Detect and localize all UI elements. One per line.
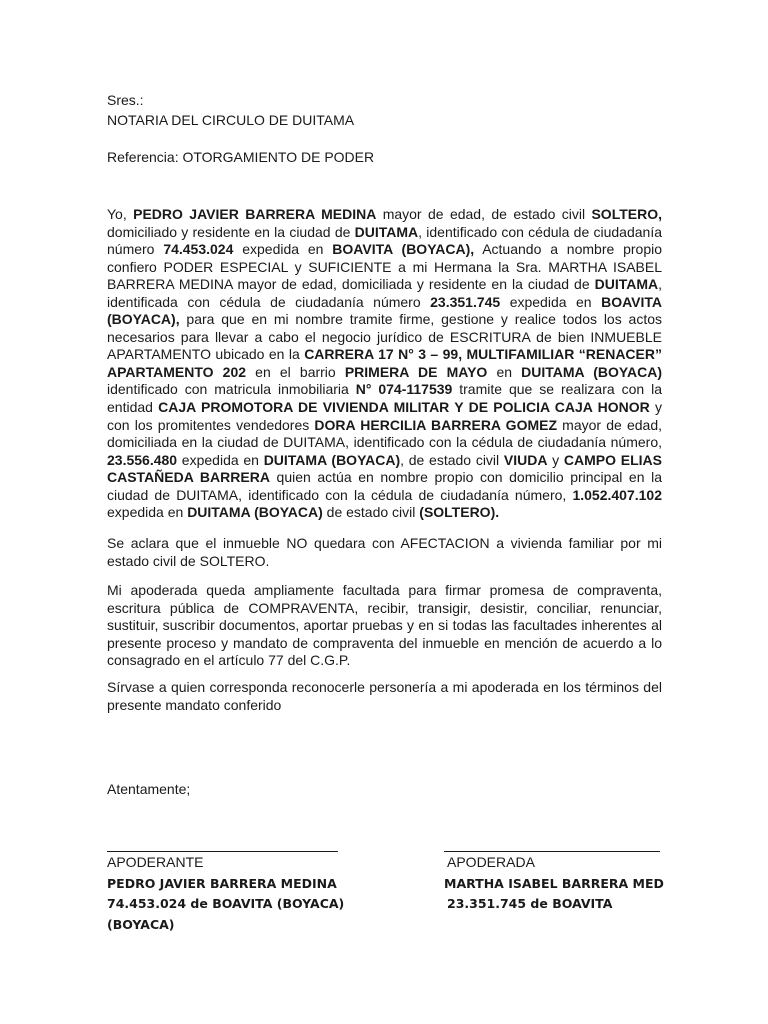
signature-name-right: MARTHA ISABEL BARRERA MED bbox=[444, 876, 664, 891]
body-paragraph-1 bbox=[107, 206, 662, 522]
body-paragraph-2-text: Se aclara que el inmueble NO quedara con AFECTACION a vivienda familiar por mi estado civil de SOLTERO. bbox=[107, 535, 662, 569]
bold-text-run: DUITAMA (BOYACA) bbox=[187, 504, 323, 521]
bold-text-run: CARRERA 17 N° 3 – 99, MULTIFAMILIAR “RENACER” APARTAMENTO 202 bbox=[107, 346, 662, 380]
bold-text-run: DUITAMA (BOYACA) bbox=[521, 363, 662, 380]
text-run: quien actúa en nombre propio con domicilio principal en la ciudad de DUITAMA, identificado con la cédula de ciudadanía número, bbox=[107, 469, 662, 503]
text-run: tramite que se realizara con la entidad bbox=[107, 381, 662, 416]
signature-extra-left: (BOYACA) bbox=[107, 917, 175, 932]
signature-line-left bbox=[107, 851, 338, 852]
greeting: Sres.: bbox=[107, 92, 144, 108]
body-paragraph-1-text bbox=[107, 206, 662, 522]
bold-text-run: CAMPO ELIAS CASTAÑEDA BARRERA bbox=[107, 451, 662, 486]
text-run: expedida en bbox=[233, 241, 333, 258]
text-run: expedida en bbox=[107, 504, 188, 521]
text-run: mayor de edad, domiciliada en la ciudad de DUITAMA, identificado con la cédula de ciudadanía número, bbox=[107, 416, 662, 451]
signature-line-right bbox=[444, 851, 660, 852]
body-paragraph-4-text: Sírvase a quien corresponda reconocerle personería a mi apoderada en los términos del presente mandato conferido bbox=[107, 679, 662, 713]
bold-text-run: BOAVITA (BOYACA), bbox=[332, 241, 475, 258]
bold-text-run: CAJA PROMOTORA DE VIVIENDA MILITAR Y DE POLICIA CAJA HONOR bbox=[158, 399, 650, 416]
reference-line: Referencia: OTORGAMIENTO DE PODER bbox=[107, 149, 375, 165]
bold-text-run: 1.052.407.102 bbox=[572, 486, 662, 503]
text-run: Actuando a nombre propio confiero PODER ESPECIAL y SUFICIENTE a mi Hermana la Sra. MARTHA ISABEL BARRERA MEDINA mayor de edad, domiciliada y residente en la ciudad de bbox=[107, 241, 663, 293]
text-run: para que en mi nombre tramite firme, gestione y realice todos los actos necesarios para llevar a cabo el negocio jurídico de ESCRITURA de bien INMUEBLE APARTAMENTO ubicado en la bbox=[107, 311, 662, 363]
bold-text-run: VIUDA bbox=[503, 451, 548, 468]
text-run: domiciliado y residente en la ciudad de bbox=[107, 223, 355, 240]
signature-id-left: 74.453.024 de BOAVITA (BOYACA) bbox=[107, 896, 345, 911]
bold-text-run: DORA HERCILIA BARRERA GOMEZ bbox=[314, 416, 558, 433]
bold-text-run: DUITAMA bbox=[354, 223, 419, 240]
text-run: , identificada con cédula de ciudadanía número bbox=[107, 276, 662, 310]
text-run: y bbox=[547, 451, 564, 468]
text-run: Yo, bbox=[107, 206, 134, 222]
text-run: de estado civil bbox=[322, 504, 420, 521]
bold-text-run: 23.351.745 bbox=[430, 293, 501, 310]
body-paragraph-4 bbox=[107, 679, 662, 714]
body-paragraph-3-text: Mi apoderada queda ampliamente facultada para firmar promesa de compraventa, escritura pública de COMPRAVENTA, recibir, transigir, desistir, conciliar, renunciar, sustituir, suscribir documentos, aportar pruebas y en si todas las facultades inherentes al presente proceso y mandato de compraventa del inmueble en mención de acuerdo a lo consagrado en el artículo 77 del C.G.P. bbox=[107, 582, 662, 669]
bold-text-run: DUITAMA (BOYACA) bbox=[263, 451, 401, 468]
bold-text-run: 23.556.480 bbox=[107, 451, 178, 468]
bold-text-run: SOLTERO, bbox=[591, 206, 662, 222]
signature-name-left: PEDRO JAVIER BARRERA MEDINA bbox=[107, 876, 337, 891]
bold-text-run: BOAVITA (BOYACA), bbox=[107, 293, 662, 328]
text-run: expedida en bbox=[500, 293, 602, 310]
bold-text-run: (SOLTERO). bbox=[419, 504, 500, 521]
bold-text-run: N° 074-117539 bbox=[355, 381, 453, 398]
recipient: NOTARIA DEL CIRCULO DE DUITAMA bbox=[107, 112, 355, 128]
bold-text-run: PEDRO JAVIER BARRERA MEDINA bbox=[133, 206, 377, 222]
bold-text-run: 74.453.024 bbox=[163, 241, 234, 258]
text-run: , identificado con cédula de ciudadanía número bbox=[107, 223, 662, 258]
text-run: , de estado civil bbox=[400, 451, 504, 468]
signature-role-right: APODERADA bbox=[447, 854, 535, 870]
text-run: identificado con matricula inmobiliaria bbox=[107, 381, 356, 398]
text-run: expedida en bbox=[177, 451, 264, 468]
text-run: mayor de edad, de estado civil bbox=[376, 206, 592, 222]
text-run: en el barrio bbox=[246, 363, 345, 380]
body-paragraph-3 bbox=[107, 582, 662, 670]
signature-id-right: 23.351.745 de BOAVITA bbox=[447, 896, 613, 911]
closing: Atentamente; bbox=[107, 781, 191, 797]
text-run: y con los promitentes vendedores bbox=[107, 399, 662, 433]
text-run: en bbox=[487, 363, 522, 380]
body-paragraph-2 bbox=[107, 535, 662, 570]
bold-text-run: PRIMERA DE MAYO bbox=[344, 363, 488, 380]
bold-text-run: DUITAMA bbox=[594, 276, 659, 293]
signature-role-left: APODERANTE bbox=[107, 854, 204, 870]
